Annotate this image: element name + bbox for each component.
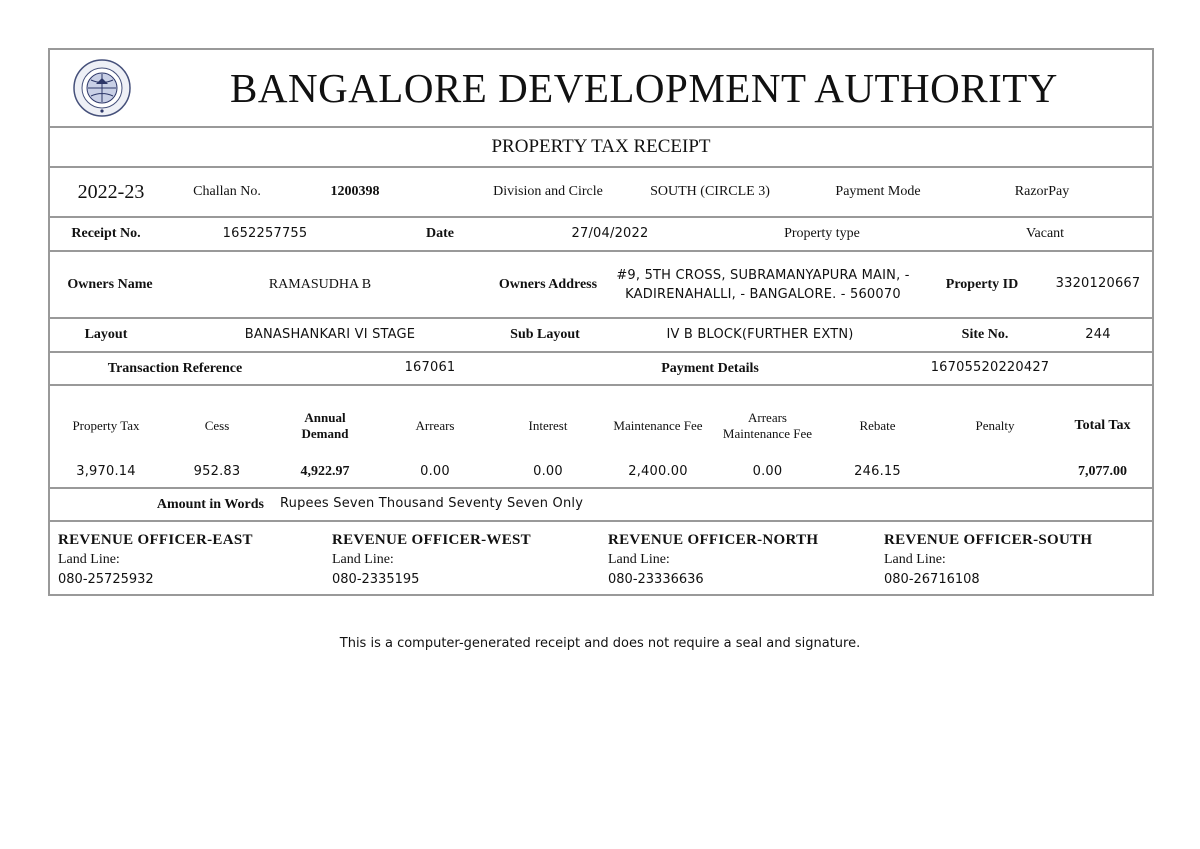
- challan-no: 1200398: [330, 184, 380, 200]
- challan-row: [50, 168, 1152, 218]
- property-id-label: Property ID: [945, 276, 1019, 292]
- tax-breakdown: [50, 386, 1152, 489]
- sub-layout-value: IV B BLOCK(FURTHER EXTN): [666, 326, 854, 342]
- hdr-property-tax: Property Tax: [72, 417, 140, 433]
- footer-disclaimer: This is a computer-generated receipt and does not require a seal and signature.: [339, 636, 861, 651]
- officer-east: [58, 530, 253, 590]
- payment-details-label: Payment Details: [661, 360, 759, 376]
- officer-phone: 080-25725932: [58, 572, 154, 587]
- hdr-total-tax: Total Tax: [1074, 418, 1131, 434]
- val-maintenance-fee: 2,400.00: [628, 463, 688, 479]
- officer-phone: 080-2335195: [332, 572, 420, 587]
- property-type-value: Vacant: [1025, 226, 1065, 242]
- revenue-officers: [50, 522, 1152, 594]
- landline-label: Land Line:: [884, 552, 946, 567]
- owners-name-value: RAMASUDHA B: [268, 276, 372, 292]
- hdr-rebate: Rebate: [859, 417, 896, 433]
- officer-west: [332, 530, 531, 590]
- officer-phone: 080-26716108: [884, 572, 980, 587]
- landline-label: Land Line:: [608, 552, 670, 567]
- val-arrears: 0.00: [420, 463, 450, 479]
- property-id-value: 3320120667: [1055, 276, 1141, 292]
- site-no-label: Site No.: [961, 327, 1009, 343]
- hdr-annual-demand: Annual Demand: [301, 409, 349, 441]
- layout-row: [50, 319, 1152, 353]
- hdr-interest: Interest: [528, 417, 568, 433]
- receipt-date-row: [50, 218, 1152, 252]
- receipt-no-label: Receipt No.: [71, 226, 141, 242]
- txn-ref-label: Transaction Reference: [107, 360, 243, 376]
- org-name: BANGALORE DEVELOPMENT AUTHORITY: [230, 65, 1058, 111]
- layout-value: BANASHANKARI VI STAGE: [244, 326, 416, 342]
- val-annual-demand: 4,922.97: [300, 464, 350, 480]
- layout-label: Layout: [84, 327, 128, 343]
- date-label: Date: [426, 226, 454, 242]
- hdr-arrears: Arrears: [415, 417, 455, 433]
- officer-title: REVENUE OFFICER-SOUTH: [884, 532, 1093, 548]
- txn-ref-value: 167061: [404, 360, 456, 376]
- amount-words-value: Rupees Seven Thousand Seventy Seven Only: [280, 496, 584, 512]
- transaction-row: [50, 353, 1152, 386]
- owner-row: [50, 252, 1152, 319]
- hdr-maintenance-fee: Maintenance Fee: [613, 417, 703, 433]
- receipt-header: [50, 50, 1152, 128]
- officer-phone: 080-23336636: [608, 572, 704, 587]
- sub-layout-label: Sub Layout: [510, 327, 580, 343]
- payment-mode-value: RazorPay: [1014, 184, 1070, 200]
- receipt-no: 1652257755: [222, 225, 308, 241]
- property-tax-receipt: [48, 48, 1154, 596]
- landline-label: Land Line:: [58, 552, 120, 567]
- hdr-cess: Cess: [204, 417, 230, 433]
- payment-details-value: 16705520220427: [930, 360, 1050, 376]
- officer-title: REVENUE OFFICER-WEST: [332, 532, 531, 548]
- val-total-tax: 7,077.00: [1078, 464, 1127, 480]
- owners-name-label: Owners Name: [67, 276, 153, 292]
- bda-logo-seal: [72, 58, 132, 118]
- hdr-arrears-maintenance-fee: Arrears Maintenance Fee: [722, 409, 813, 441]
- officer-title: REVENUE OFFICER-EAST: [58, 532, 253, 548]
- amount-words-label: Amount in Words: [156, 496, 264, 512]
- val-cess: 952.83: [193, 463, 241, 479]
- hdr-penalty: Penalty: [975, 417, 1015, 433]
- owners-address-value: #9, 5TH CROSS, SUBRAMANYAPURA MAIN, - KADIRENAHALLI, - BANGALORE. - 560070: [616, 267, 910, 302]
- val-rebate: 246.15: [854, 463, 901, 479]
- val-arrears-maintenance-fee: 0.00: [752, 463, 783, 479]
- site-no-value: 244: [1085, 326, 1111, 342]
- officer-north: [608, 530, 818, 590]
- challan-label: Challan No.: [193, 184, 261, 200]
- officer-south: [884, 530, 1092, 590]
- division-label: Division and Circle: [493, 184, 603, 200]
- date-value: 27/04/2022: [571, 225, 649, 241]
- property-type-label: Property type: [784, 226, 860, 242]
- val-property-tax: 3,970.14: [76, 463, 136, 479]
- val-interest: 0.00: [533, 463, 563, 479]
- receipt-title-row: [50, 128, 1152, 168]
- division-value: SOUTH (CIRCLE 3): [650, 184, 770, 200]
- owners-address-label: Owners Address: [498, 276, 598, 292]
- landline-label: Land Line:: [332, 552, 394, 567]
- financial-year: 2022-23: [77, 180, 145, 203]
- receipt-title: PROPERTY TAX RECEIPT: [491, 136, 711, 158]
- amount-in-words-row: [50, 489, 1152, 522]
- payment-mode-label: Payment Mode: [835, 184, 921, 200]
- officer-title: REVENUE OFFICER-NORTH: [608, 532, 819, 548]
- val-penalty: [940, 462, 1050, 482]
